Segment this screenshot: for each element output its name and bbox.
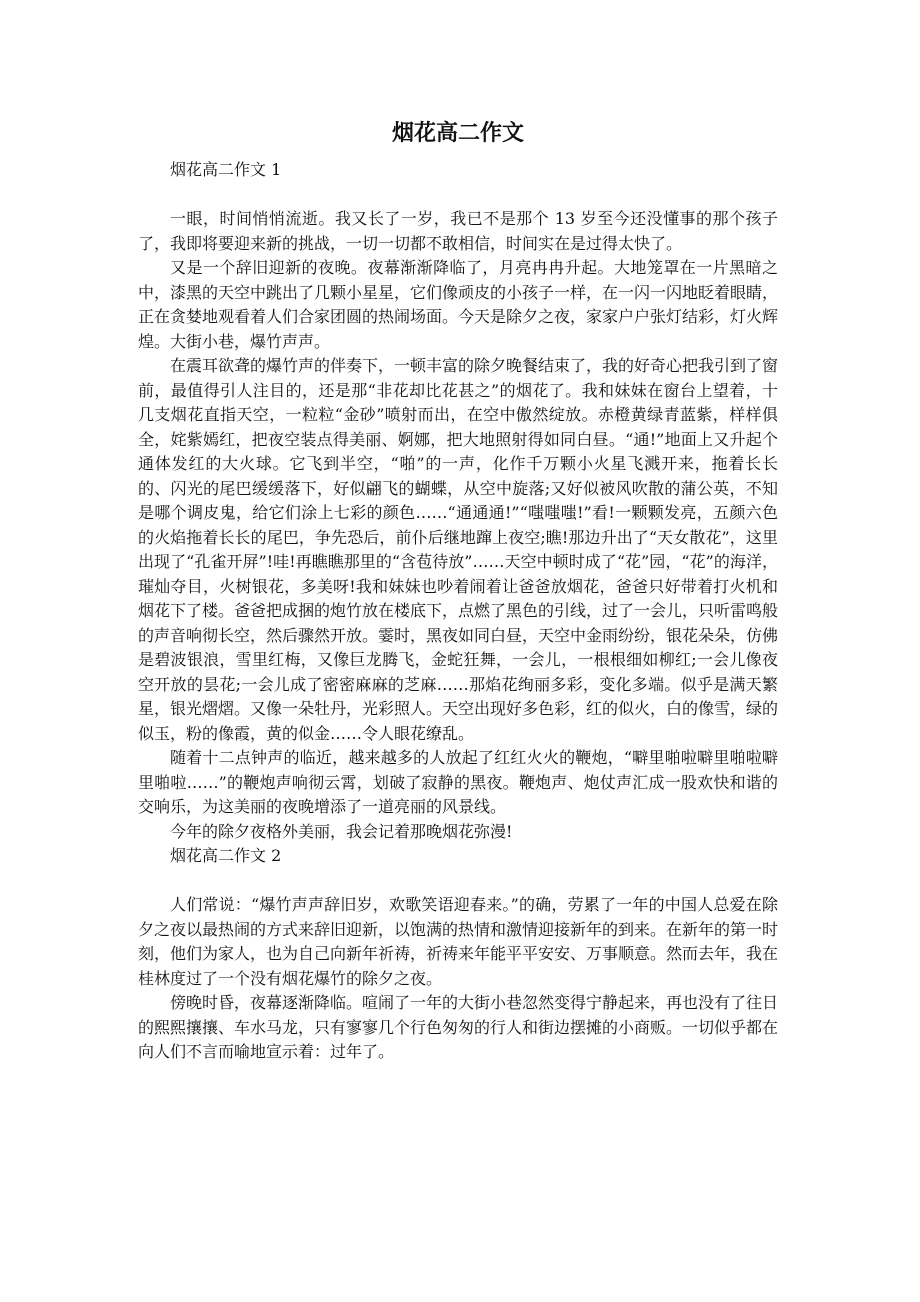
essay-2-heading: 烟花高二作文 2 (170, 846, 282, 865)
blank-line (138, 869, 778, 894)
essay-1-paragraph: 今年的除夕夜格外美丽，我会记着那晚烟花弥漫! (170, 821, 513, 841)
blank-line (138, 183, 778, 208)
essay-1-paragraph: 一眼，时间悄悄流逝。我又长了一岁，我已不是那个 13 岁至今还没懂事的那个孩子了，我即将要迎来新的挑战，一切一切都不敢相信，时间实在是过得太快了。 (138, 209, 778, 253)
essay-2-paragraph: 傍晚时昏，夜幕逐渐降临。喧闹了一年的大街小巷忽然变得宁静起来，再也没有了往日的熙熙攘攘、车水马龙，只有寥寥几个行色匆匆的行人和街边摆摊的小商贩。一切似乎都在向人们不言而喻地宣示着：过年了。 (138, 993, 779, 1061)
essay-1-paragraph: 在震耳欲聋的爆竹声的伴奏下，一顿丰富的除夕晚餐结束了，我的好奇心把我引到了窗前，最值得引人注目的，还是那“非花却比花甚之”的烟花了。我和妹妹在窗台上望着，十几支烟花直指天空，一粒粒“金砂”喷射而出，在空中傲然绽放。赤橙黄绿青蓝紫，样样俱全，姹紫嫣红，把夜空装点得美丽、婀娜，把大地照射得如同白昼。“通!”地面上又升起个通体发红的大火球。它飞到半空，“啪”的一声，化作千万颗小火星飞溅开来，拖着长长的、闪光的尾巴缓缓落下，好似翩飞的蝴蝶，从空中旋落;又好似被风吹散的蒲公英，不知是哪个调皮鬼，给它们涂上七彩的颜色……“通通通!”“嗤嗤嗤!”看!一颗颗发亮，五颜六色的火焰拖着长长的尾巴，争先恐后，前仆后继地蹿上夜空;瞧!那边升出了“天女散花”，这里出现了“孔雀开屏”!哇!再瞧瞧那里的“含苞待放”……天空中顿时成了“花”园，“花”的海洋，璀灿夺目，火树银花，多美呀!我和妹妹也吵着闹着让爸爸放烟花，爸爸只好带着打火机和烟花下了楼。爸爸把成捆的炮竹放在楼底下，点燃了黑色的引线，过了一会儿，只听雷鸣般的声音响彻长空，然后骤然开放。霎时，黑夜如同白昼，天空中金雨纷纷，银花朵朵，仿佛是碧波银浪，雪里红梅，又像巨龙腾飞，金蛇狂舞，一会儿，一根根细如柳红;一会儿像夜空开放的昙花;一会儿成了密密麻麻的芝麻……那焰花绚丽多彩，变化多端。似乎是满天繁星，银光熠熠。又像一朵牡丹，光彩照人。天空出现好多色彩，红的似火，白的像雪，绿的似玉，粉的像霞，黄的似金……令人眼花缭乱。 (138, 356, 779, 743)
essay-1-heading: 烟花高二作文 1 (170, 160, 282, 179)
essay-1-paragraph: 随着十二点钟声的临近，越来越多的人放起了红红火火的鞭炮，“噼里啪啦噼里啪啦噼里啪啦……”的鞭炮声响彻云霄，划破了寂静的黑夜。鞭炮声、炮仗声汇成一股欢快和谐的交响乐，为这美丽的夜晚增添了一道亮丽的风景线。 (138, 748, 778, 816)
document-body (138, 118, 778, 1065)
essay-1-paragraph: 又是一个辞旧迎新的夜晚。夜幕渐渐降临了，月亮冉冉升起。大地笼罩在一片黑暗之中，漆黑的天空中跳出了几颗小星星，它们像顽皮的小孩子一样，在一闪一闪地眨着眼睛，正在贪婪地观看着人们合家团圆的热闹场面。今天是除夕之夜，家家户户张灯结彩，灯火辉煌。大街小巷，爆竹声声。 (138, 258, 779, 351)
essay-2-paragraph: 人们常说：“爆竹声声辞旧岁，欢歌笑语迎春来。”的确，劳累了一年的中国人总爱在除夕之夜以最热闹的方式来辞旧迎新，以饱满的热情和激情迎接新年的到来。在新年的第一时刻，他们为家人，也为自己向新年祈祷，祈祷来年能平平安安、万事顺意。然而去年，我在桂林度过了一个没有烟花爆竹的除夕之夜。 (138, 895, 779, 988)
document-title: 烟花高二作文 (391, 120, 524, 146)
